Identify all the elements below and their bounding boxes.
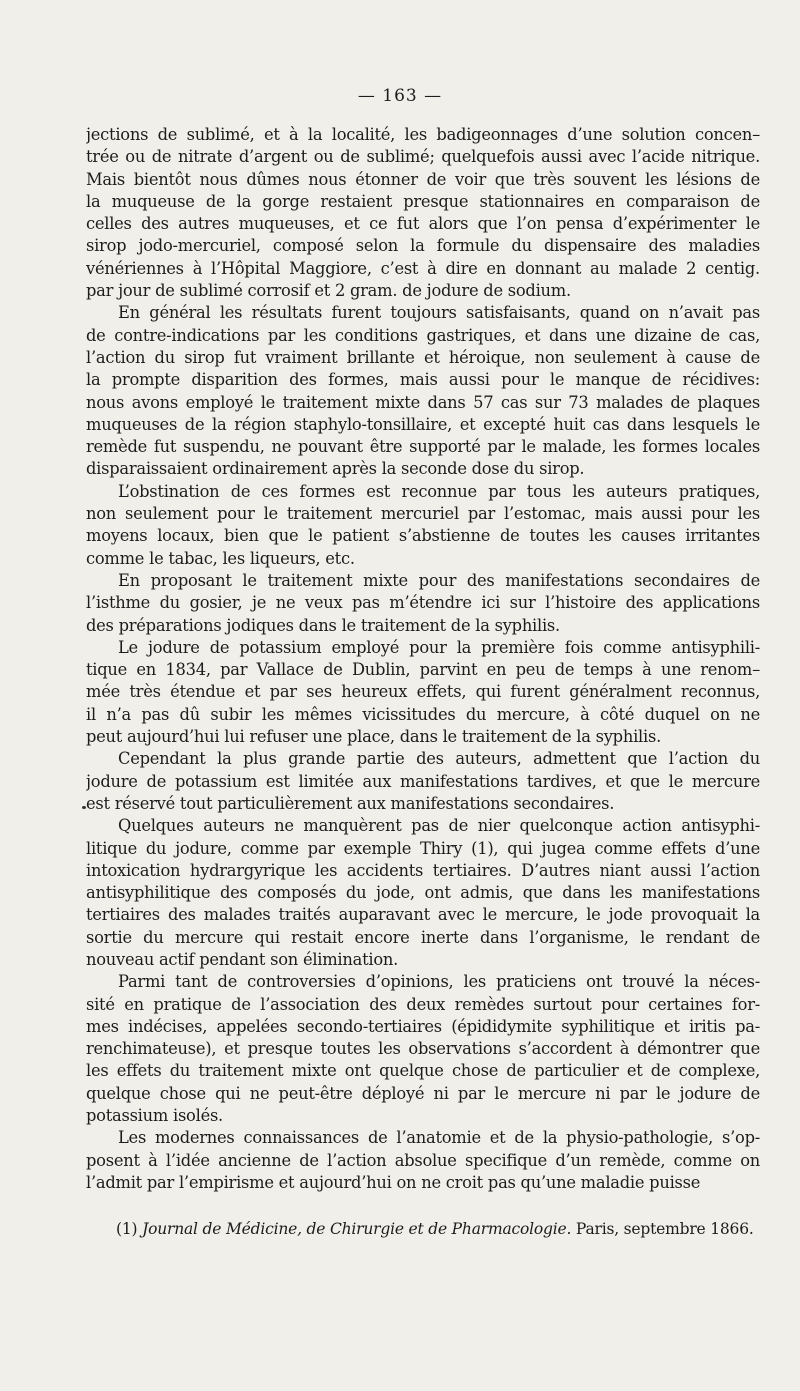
text-line: Mais bientôt nous dûmes nous étonner de voir que très souvent les lésions de xyxy=(86,169,760,189)
footnote-journal: Journal de Médicine, de Chirurgie et de Pharmacologie. xyxy=(142,1220,572,1238)
text-line: Cependant la plus grande partie des auteurs, admettent que l’action du xyxy=(118,749,760,769)
text-line: antisyphilitique des composés du jode, ont admis, que dans les manifestations xyxy=(86,883,760,903)
text-line: disparaissaient ordinairement après la seconde dose du sirop. xyxy=(86,459,585,479)
text-line: celles des autres muqueuses, et ce fut alors que l’on pensa d’expérimenter le xyxy=(86,214,760,234)
text-line: sirop jodo-mercuriel, composé selon la formule du dispensaire des maladies xyxy=(86,236,760,256)
text-line: les effets du traitement mixte ont quelque chose de particulier et de complexe, xyxy=(86,1061,760,1081)
text-line: sité en pratique de l’association des deux remèdes surtout pour certaines for- xyxy=(86,994,760,1014)
paragraph xyxy=(86,1127,760,1194)
text-line: renchimateuse), et presque toutes les observations s’accordent à démontrer que xyxy=(86,1039,760,1059)
body-text xyxy=(86,124,760,1194)
paragraph xyxy=(86,570,760,637)
text-line: l’admit par l’empirisme et aujourd’hui on ne croit pas qu’une maladie puisse xyxy=(86,1172,701,1192)
text-line: litique du jodure, comme par exemple Thiry (1), qui jugea comme effets d’une xyxy=(86,838,760,858)
text-line: l’action du sirop fut vraiment brillante et héroique, non seulement à cause de xyxy=(86,347,760,367)
text-line: des préparations jodiques dans le traitement de la syphilis. xyxy=(86,615,560,635)
paragraph xyxy=(86,815,760,971)
text-line: quelque chose qui ne peut-être déployé ni par le mercure ni par le jodure de xyxy=(86,1083,760,1103)
paragraph xyxy=(86,124,760,302)
text-line: l’isthme du gosier, je ne veux pas m’étendre ici sur l’histoire des applications xyxy=(86,593,760,613)
text-line: est réservé tout particulièrement aux manifestations secondaires. xyxy=(86,793,615,813)
text-line: Le jodure de potassium employé pour la première fois comme antisyphili- xyxy=(118,637,760,657)
page-number: — 163 — xyxy=(357,86,443,106)
text-line: trée ou de nitrate d’argent ou de sublimé; quelquefois aussi avec l’acide nitrique. xyxy=(86,147,760,167)
text-line: par jour de sublimé corrosif et 2 gram. de jodure de sodium. xyxy=(86,281,571,301)
text-line: muqueuses de la région staphylo-tonsillaire, et excepté huit cas dans lesquels le xyxy=(86,414,760,434)
text-line: la prompte disparition des formes, mais aussi pour le manque de récidives: xyxy=(86,370,760,390)
text-line: comme le tabac, les liqueurs, etc. xyxy=(86,548,355,568)
paragraph xyxy=(86,302,760,480)
paragraph xyxy=(86,637,760,748)
text-line: nouveau actif pendant son élimination. xyxy=(86,949,399,969)
text-line: En proposant le traitement mixte pour des manifestations secondaires de xyxy=(118,570,760,590)
paragraph xyxy=(86,748,760,815)
text-line: posent à l’idée ancienne de l’action absolue specifique d’un remède, comme on xyxy=(86,1150,760,1170)
text-line: Quelques auteurs ne manquèrent pas de nier quelconque action antisyphi- xyxy=(118,816,760,836)
paragraph xyxy=(86,971,760,1127)
text-line: tertiaires des malades traités auparavant avec le mercure, le jode provoquait la xyxy=(86,905,760,925)
footnote-citation: Paris, septembre 1866. xyxy=(575,1220,754,1238)
text-line: non seulement pour le traitement mercuriel par l’estomac, mais aussi pour les xyxy=(86,504,760,524)
footnote xyxy=(86,1218,760,1240)
text-line: Parmi tant de controversies d’opinions, les praticiens ont trouvé la néces- xyxy=(118,972,760,992)
ink-blot xyxy=(82,806,86,809)
text-line: sortie du mercure qui restait encore inerte dans l’organisme, le rendant de xyxy=(86,927,760,947)
text-line: nous avons employé le traitement mixte dans 57 cas sur 73 malades de plaques xyxy=(86,392,760,412)
footnote-marker: (1) xyxy=(116,1220,138,1238)
text-line: remède fut suspendu, ne pouvant être supporté par le malade, les formes locales xyxy=(86,437,760,457)
text-line: tique en 1834, par Vallace de Dublin, parvint en peu de temps à une renom– xyxy=(86,660,760,680)
text-line: de contre-indications par les conditions gastriques, et dans une dizaine de cas, xyxy=(86,325,760,345)
text-line: intoxication hydrargyrique les accidents tertiaires. D’autres niant aussi l’action xyxy=(86,860,760,880)
text-line: il n’a pas dû subir les mêmes vicissitudes du mercure, à côté duquel on ne xyxy=(86,704,760,724)
text-line: jodure de potassium est limitée aux manifestations tardives, et que le mercure xyxy=(86,771,760,791)
text-line: peut aujourd’hui lui refuser une place, dans le traitement de la syphilis. xyxy=(86,727,661,747)
text-line: mée très étendue et par ses heureux effets, qui furent généralment reconnus, xyxy=(86,682,760,702)
text-line: la muqueuse de la gorge restaient presque stationnaires en comparaison de xyxy=(86,191,760,211)
text-line: jections de sublimé, et à la localité, les badigeonnages d’une solution concen– xyxy=(86,125,760,144)
paragraph xyxy=(86,481,760,570)
text-line: vénériennes à l’Hôpital Maggiore, c’est à dire en donnant au malade 2 centig. xyxy=(86,258,760,278)
text-line: En général les résultats furent toujours satisfaisants, quand on n’avait pas xyxy=(118,303,760,323)
text-line: potassium isolés. xyxy=(86,1106,223,1126)
text-line: mes indécises, appelées secondo-tertiaires (épididymite syphilitique et iritis pa- xyxy=(86,1016,760,1036)
text-line: L’obstination de ces formes est reconnue par tous les auteurs pratiques, xyxy=(118,481,760,501)
text-line: Les modernes connaissances de l’anatomie et de la physio-pathologie, s’op- xyxy=(118,1128,760,1148)
text-line: moyens locaux, bien que le patient s’abstienne de toutes les causes irritantes xyxy=(86,526,760,546)
